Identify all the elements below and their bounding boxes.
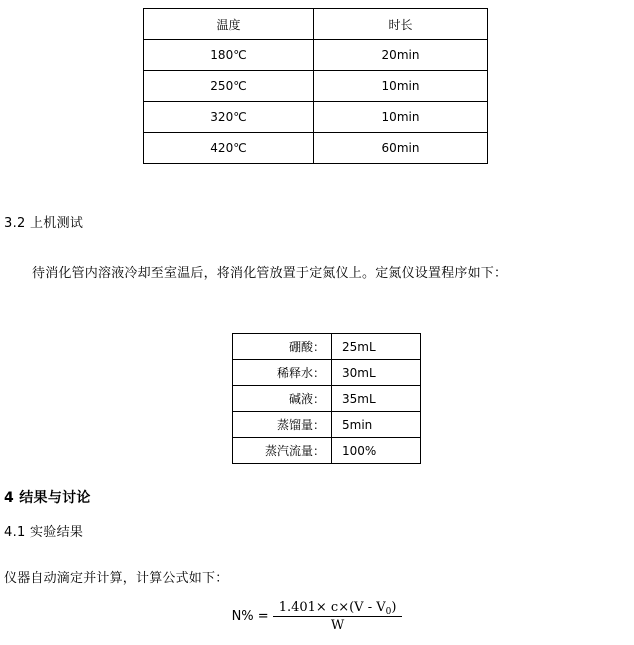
setting-value: 100% bbox=[332, 438, 421, 464]
table-row bbox=[144, 71, 488, 102]
table-row bbox=[233, 360, 421, 386]
setting-label: 蒸馏量： bbox=[233, 412, 332, 438]
column-header-temperature: 温度 bbox=[144, 9, 314, 40]
table-row bbox=[233, 334, 421, 360]
column-header-duration: 时长 bbox=[314, 9, 488, 40]
section-heading-4-1: 4.1 实验结果 bbox=[4, 525, 84, 540]
paragraph-3-2: 待消化管内溶液冷却至室温后，将消化管放置于定氮仪上。定氮仪设置程序如下： bbox=[32, 266, 508, 281]
cell-temperature: 420℃ bbox=[144, 133, 314, 164]
formula-denominator: W bbox=[330, 618, 345, 633]
section-heading-3-2: 3.2 上机测试 bbox=[4, 216, 84, 231]
section-heading-4: 4 结果与讨论 bbox=[4, 490, 91, 506]
cell-temperature: 320℃ bbox=[144, 102, 314, 133]
table-header-row bbox=[144, 9, 488, 40]
cell-duration: 20min bbox=[314, 40, 488, 71]
nitrogen-formula bbox=[0, 600, 634, 633]
cell-duration: 10min bbox=[314, 71, 488, 102]
paragraph-4-1: 仪器自动滴定并计算，计算公式如下： bbox=[4, 571, 229, 586]
setting-label: 蒸汽流量： bbox=[233, 438, 332, 464]
numerator-prefix: 1.401× c×(V - V bbox=[278, 600, 386, 615]
instrument-settings-table bbox=[232, 333, 421, 464]
setting-label: 硼酸： bbox=[233, 334, 332, 360]
numerator-suffix: ) bbox=[391, 600, 397, 615]
table-row bbox=[144, 40, 488, 71]
cell-temperature: 250℃ bbox=[144, 71, 314, 102]
setting-label: 稀释水： bbox=[233, 360, 332, 386]
cell-temperature: 180℃ bbox=[144, 40, 314, 71]
setting-value: 5min bbox=[332, 412, 421, 438]
temperature-duration-table bbox=[143, 8, 488, 164]
table-row bbox=[144, 102, 488, 133]
formula-fraction bbox=[273, 600, 403, 633]
table-row bbox=[233, 412, 421, 438]
numerator-subscript: 0 bbox=[385, 607, 392, 617]
table-row bbox=[233, 386, 421, 412]
table-row bbox=[233, 438, 421, 464]
setting-value: 35mL bbox=[332, 386, 421, 412]
cell-duration: 60min bbox=[314, 133, 488, 164]
setting-value: 30mL bbox=[332, 360, 421, 386]
table-row bbox=[144, 133, 488, 164]
cell-duration: 10min bbox=[314, 102, 488, 133]
setting-label: 碱液： bbox=[233, 386, 332, 412]
formula-numerator bbox=[273, 600, 403, 616]
setting-value: 25mL bbox=[332, 334, 421, 360]
formula-left-side: N% = bbox=[231, 609, 269, 624]
